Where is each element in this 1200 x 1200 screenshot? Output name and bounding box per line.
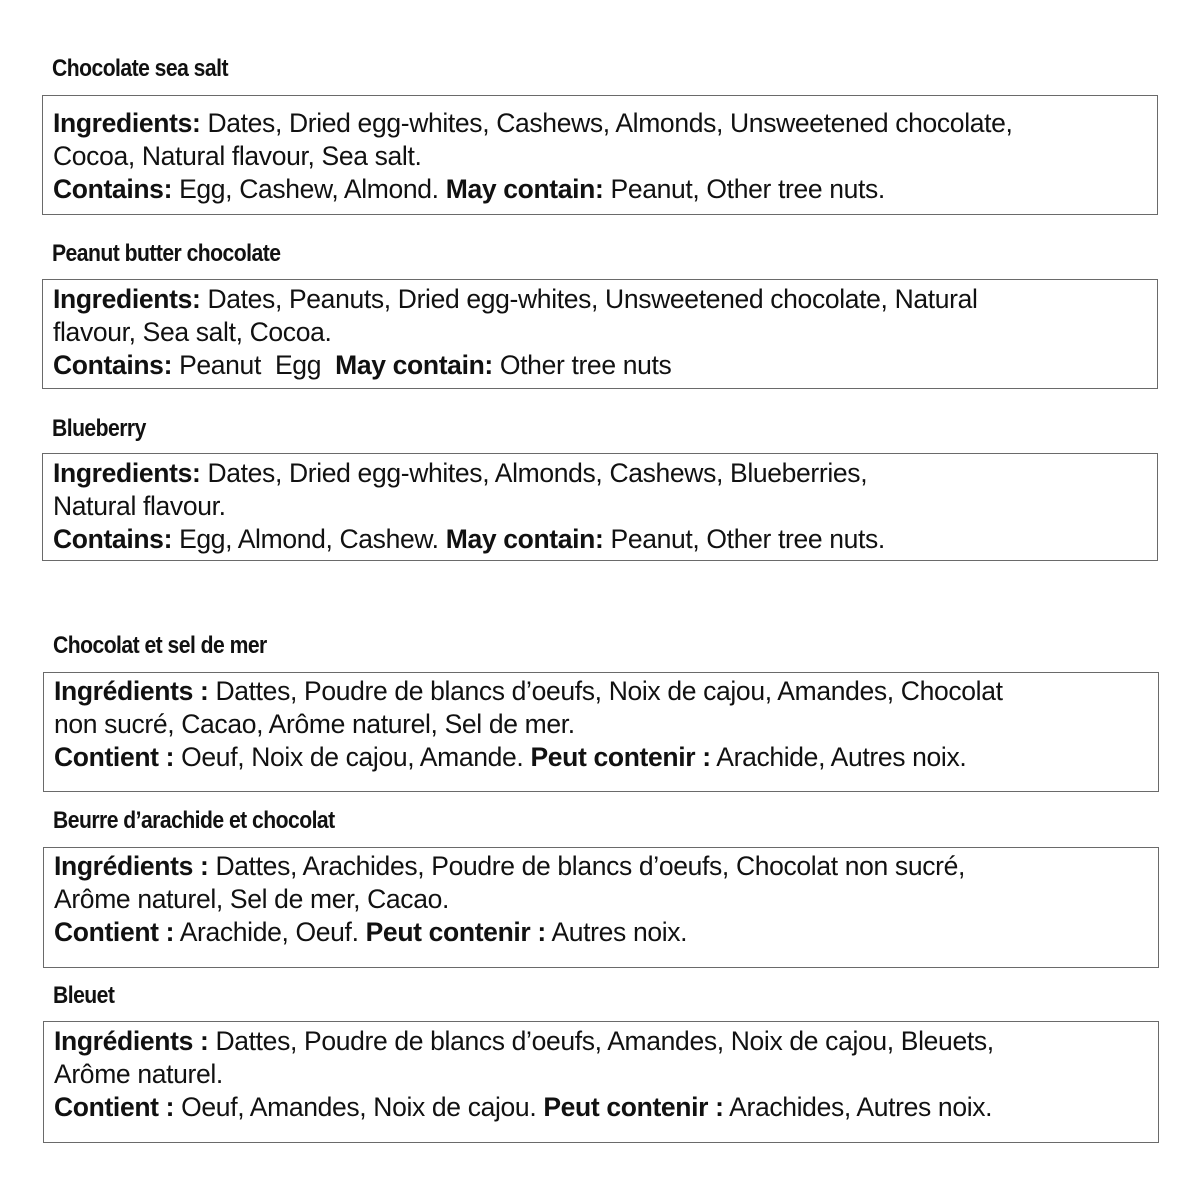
ingredients-text: Dattes, Arachides, Poudre de blancs d’oeufs, Chocolat non sucré, — [215, 851, 965, 881]
allergens-line — [54, 1091, 1158, 1124]
ingredients-box — [43, 672, 1159, 792]
may-contain-text: Peanut, Other tree nuts. — [610, 174, 885, 204]
ingredients-line — [54, 675, 1158, 708]
contains-text: Egg, Cashew, Almond. — [179, 174, 439, 204]
contains-text: Oeuf, Noix de cajou, Amande. — [181, 742, 524, 772]
ingredients-text: Dattes, Poudre de blancs d’oeufs, Noix de cajou, Amandes, Chocolat — [215, 676, 1003, 706]
ingredients-line — [53, 457, 1157, 490]
ingredients-label: Ingredients: — [53, 458, 201, 488]
may-contain-label: Peut contenir : — [530, 742, 711, 772]
may-contain-label: May contain: — [445, 174, 604, 204]
ingredients-text: Dates, Dried egg-whites, Almonds, Cashews, Blueberries, — [207, 458, 868, 488]
allergens-line — [53, 173, 1157, 206]
product-title: Chocolat et sel de mer — [53, 632, 267, 659]
may-contain-label: May contain: — [335, 350, 493, 380]
ingredients-line — [53, 107, 1157, 140]
ingredients-line-2: Natural flavour. — [53, 491, 226, 521]
contains-text: Oeuf, Amandes, Noix de cajou. — [181, 1092, 537, 1122]
ingredients-line-2: Cocoa, Natural flavour, Sea salt. — [53, 141, 422, 171]
allergens-line — [54, 916, 1158, 949]
ingredients-line — [53, 283, 1157, 316]
may-contain-text: Arachides, Autres noix. — [729, 1092, 993, 1122]
contains-text: Peanut Egg — [179, 350, 322, 380]
ingredients-text: Dates, Dried egg-whites, Cashews, Almonds, Unsweetened chocolate, — [207, 108, 1013, 138]
may-contain-label: Peut contenir : — [543, 1092, 724, 1122]
product-title: Beurre d’arachide et chocolat — [53, 807, 335, 834]
may-contain-label: May contain: — [445, 524, 604, 554]
ingredients-box — [42, 95, 1158, 215]
ingredients-box — [42, 453, 1158, 561]
ingredients-line-2: non sucré, Cacao, Arôme naturel, Sel de mer. — [54, 709, 575, 739]
contains-label: Contains: — [53, 524, 173, 554]
ingredients-text: Dates, Peanuts, Dried egg-whites, Unsweetened chocolate, Natural — [207, 284, 978, 314]
contains-label: Contient : — [54, 742, 175, 772]
ingredients-label: Ingrédients : — [54, 851, 209, 881]
ingredients-box — [42, 279, 1158, 389]
allergens-line — [54, 741, 1158, 774]
may-contain-text: Peanut, Other tree nuts. — [610, 524, 885, 554]
ingredients-label: Ingrédients : — [54, 1026, 209, 1056]
product-title: Peanut butter chocolate — [52, 240, 281, 267]
ingredients-label: Ingredients: — [53, 284, 201, 314]
contains-text: Egg, Almond, Cashew. — [179, 524, 439, 554]
product-title: Chocolate sea salt — [52, 55, 228, 82]
ingredients-line-2: Arôme naturel, Sel de mer, Cacao. — [54, 884, 449, 914]
ingredients-line — [54, 1025, 1158, 1058]
contains-label: Contains: — [53, 350, 173, 380]
ingredients-box — [43, 847, 1159, 968]
contains-text: Arachide, Oeuf. — [179, 917, 359, 947]
allergens-line — [53, 523, 1157, 556]
contains-label: Contient : — [54, 917, 175, 947]
contains-label: Contains: — [53, 174, 173, 204]
ingredients-label: Ingrédients : — [54, 676, 209, 706]
ingredients-text: Dattes, Poudre de blancs d’oeufs, Amandes, Noix de cajou, Bleuets, — [215, 1026, 994, 1056]
ingredients-line — [54, 850, 1158, 883]
ingredients-line-2: Arôme naturel. — [54, 1059, 223, 1089]
product-title: Bleuet — [53, 982, 115, 1009]
ingredients-line-2: flavour, Sea salt, Cocoa. — [53, 317, 332, 347]
may-contain-text: Arachide, Autres noix. — [716, 742, 967, 772]
ingredients-box — [43, 1021, 1159, 1143]
may-contain-label: Peut contenir : — [365, 917, 546, 947]
contains-label: Contient : — [54, 1092, 175, 1122]
product-title: Blueberry — [52, 415, 146, 442]
may-contain-text: Other tree nuts — [499, 350, 672, 380]
may-contain-text: Autres noix. — [551, 917, 688, 947]
allergens-line — [53, 349, 1157, 382]
ingredients-label: Ingredients: — [53, 108, 201, 138]
